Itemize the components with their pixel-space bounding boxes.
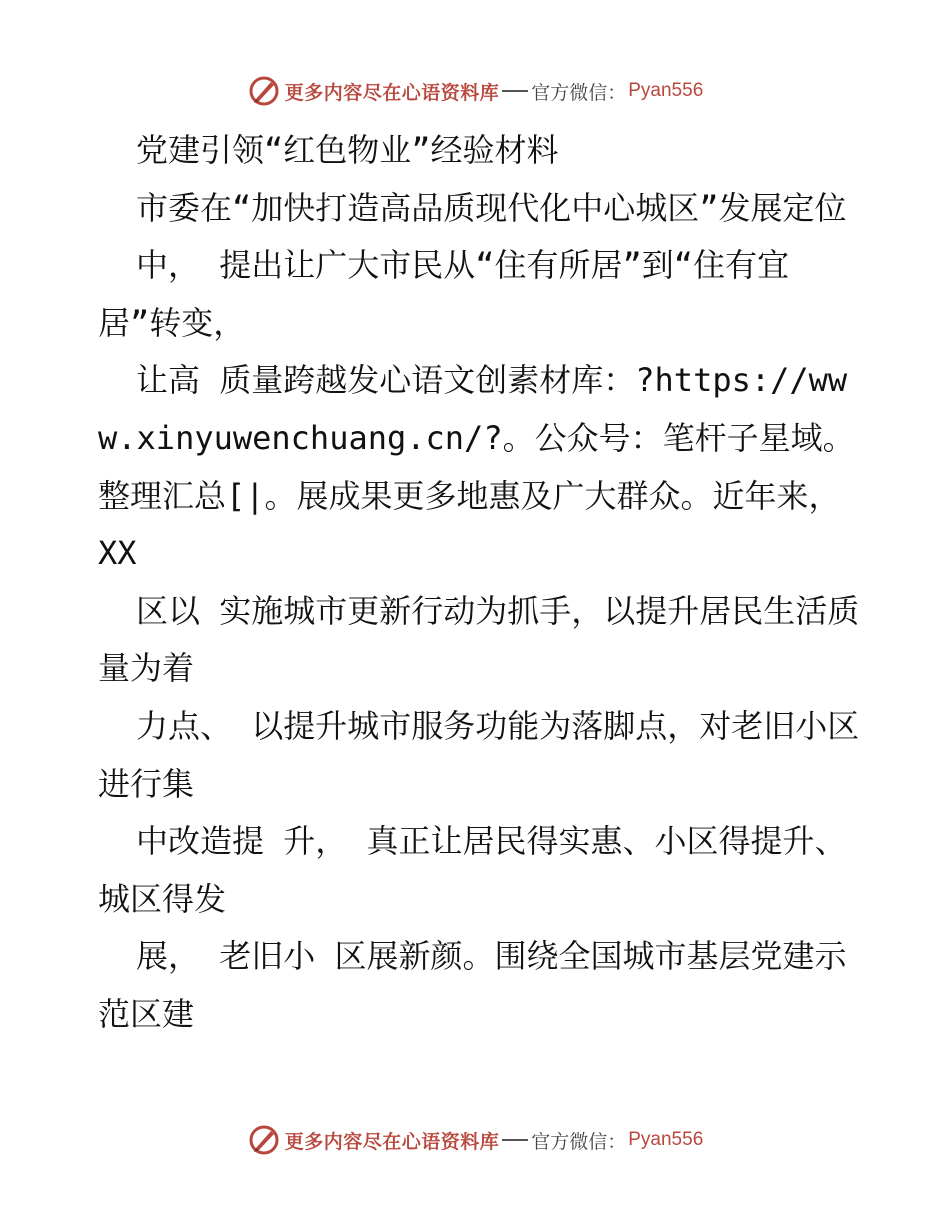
watermark-wechat-id: Pyan556 — [628, 1129, 704, 1150]
paragraph: 中， 提出让广大市民从“住有所居”到“住有宜居”转变， — [98, 246, 790, 342]
paragraph: 中改造提 升， 真正让居民得实惠、小区得提升、城区得发 — [98, 822, 847, 918]
footer-watermark-banner — [0, 1120, 950, 1160]
header-watermark-banner — [0, 71, 950, 111]
paragraph: 展， 老旧小 区展新颜。围绕全国城市基层党建示范区建 — [98, 937, 847, 1033]
document-body — [98, 122, 868, 1044]
quill-pen-logo-icon — [247, 1123, 281, 1157]
paragraph: 力点、 以提升城市服务功能为落脚点，对老旧小区进行集 — [98, 706, 860, 803]
watermark-brand-text: 更多内容尽在心语资料库 — [284, 81, 500, 104]
document-title: 党建引领“红色物业”经验材料 — [136, 131, 559, 169]
watermark-wechat-label: 官方微信： — [531, 81, 627, 104]
watermark-brand-text: 更多内容尽在心语资料库 — [284, 1130, 500, 1153]
watermark-wechat-id: Pyan556 — [628, 80, 704, 101]
watermark-wechat-label: 官方微信： — [531, 1130, 627, 1153]
quill-pen-logo-icon — [247, 74, 281, 108]
paragraph: 市委在“加快打造高品质现代化中心城区”发展定位 — [136, 188, 847, 227]
watermark-dash — [502, 90, 528, 92]
watermark-dash — [502, 1139, 528, 1141]
paragraph: 区以 实施城市更新行动为抓手，以提升居民生活质量为着 — [98, 591, 860, 688]
paragraph: 让高 质量跨越发心语文创素材库：?https://www.xinyuwenchuang.cn/?。公众号：笔杆子星域。整理汇总[|。展成果更多地惠及广大群众。近年来， XX — [98, 361, 860, 573]
